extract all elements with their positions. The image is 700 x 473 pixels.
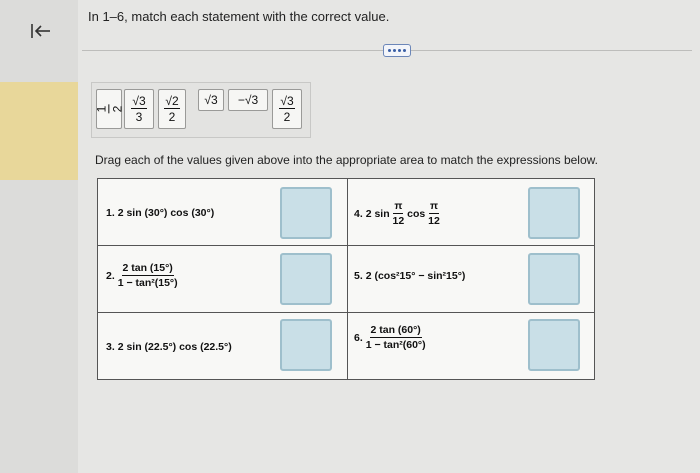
value-tile-6[interactable]: $\frac{√3}{2}$ (272, 89, 302, 129)
statement-6: 6. $\frac{2 \tan (60^\circ)}{\text{1 − tan²(60°)}}$ (354, 324, 426, 351)
table-divider (98, 312, 594, 313)
statement-4: 4. 2 sin $\frac{\pi}{12}$ cos $\frac{\pi}{12}$ (354, 200, 440, 227)
drop-zone-1[interactable] (280, 187, 332, 239)
question-prompt: In 1–6, match each statement with the correct value. (88, 9, 390, 24)
statement-3: 3. 2 sin (22.5°) cos (22.5°) (106, 341, 232, 353)
value-tile-5[interactable]: −√3 (228, 89, 268, 111)
matching-table (97, 178, 595, 380)
statement-2: 2. $\frac{2 \tan (15^\circ)}{\text{1 − tan²(15°)}}$ (106, 262, 178, 289)
value-tile-2[interactable]: $\frac{√3}{3}$ (124, 89, 154, 129)
value-tile-3[interactable]: $\frac{√2}{2}$ (158, 89, 186, 129)
ellipsis-icon[interactable] (383, 44, 411, 57)
drop-zone-4[interactable] (528, 187, 580, 239)
drop-zone-2[interactable] (280, 253, 332, 305)
highlight-band (0, 82, 78, 180)
value-tile-4[interactable]: √3 (198, 89, 224, 111)
drop-zone-5[interactable] (528, 253, 580, 305)
drop-zone-3[interactable] (280, 319, 332, 371)
instructions-text: Drag each of the values given above into the appropriate area to match the expressions below. (95, 153, 598, 167)
drop-zone-6[interactable] (528, 319, 580, 371)
value-tile-1[interactable]: 1 2 (96, 89, 122, 129)
collapse-left-icon[interactable] (26, 16, 56, 46)
table-divider (98, 245, 594, 246)
statement-5: 5. 2 (cos²15° − sin²15°) (354, 270, 466, 282)
left-panel (0, 0, 78, 473)
value-tiles-tray (91, 82, 311, 138)
table-divider (347, 179, 348, 379)
statement-1: 1. 2 sin (30°) cos (30°) (106, 207, 215, 219)
